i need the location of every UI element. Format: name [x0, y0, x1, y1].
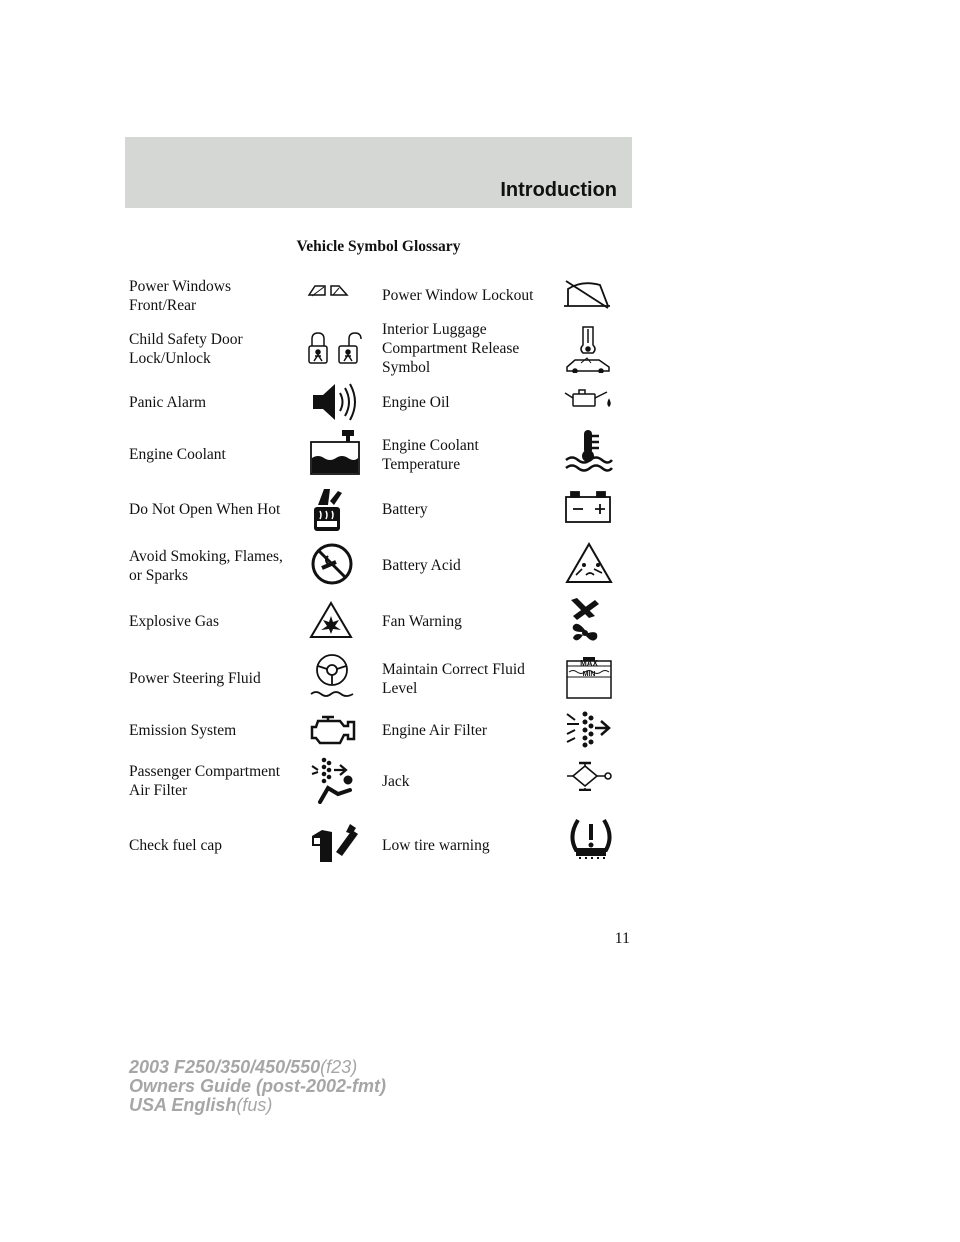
trunk-release-icon [565, 325, 611, 373]
symbol-label: Maintain Correct Fluid Level [382, 661, 525, 697]
symbol-label: Power Window Lockout [382, 287, 534, 304]
engine-icon [308, 713, 356, 747]
battery-acid-icon [564, 541, 614, 585]
symbol-label: Panic Alarm [129, 394, 207, 411]
symbol-label: Engine Coolant Temperature [382, 437, 479, 473]
jack-icon [565, 761, 613, 791]
fluid-level-min-label: MIN [582, 671, 596, 678]
footer-language-code: (fus) [236, 1095, 273, 1115]
oil-can-icon [563, 386, 613, 414]
footer-language-line [129, 1096, 386, 1115]
fan-warning-icon [565, 596, 605, 646]
child-lock-icon [306, 330, 362, 366]
symbol-label: Engine Coolant [129, 446, 226, 463]
symbol-label: Power Windows Front/Rear [129, 278, 231, 314]
air-filter-icon [565, 710, 613, 748]
symbol-label: Do Not Open When Hot [129, 501, 281, 518]
low-tire-icon [566, 816, 616, 860]
symbol-label: Engine Oil [382, 394, 450, 411]
window-lockout-icon [562, 277, 612, 309]
symbol-label: Explosive Gas [129, 613, 219, 630]
cabin-air-filter-icon [310, 756, 356, 806]
footer-language: USA English [129, 1095, 237, 1115]
footer-model-line [129, 1058, 386, 1077]
symbol-label: Child Safety Door Lock/Unlock [129, 331, 243, 367]
symbol-label: Fan Warning [382, 613, 462, 630]
explosive-gas-icon [309, 600, 353, 640]
symbol-label: Interior Luggage Compartment Release Symbol [382, 321, 520, 376]
fluid-level-icon [565, 656, 613, 700]
section-title: Introduction [500, 179, 617, 201]
battery-icon [564, 490, 612, 524]
hot-cap-icon [312, 487, 344, 533]
page-number: 11 [614, 930, 630, 947]
symbol-label: Passenger Compartment Air Filter [129, 763, 281, 799]
power-windows-icon [307, 281, 349, 301]
fuel-cap-icon [310, 822, 360, 864]
footer-model: 2003 F250/350/450/550 [129, 1057, 321, 1077]
footer-guide: Owners Guide (post-2002-fmt) [129, 1076, 387, 1096]
footer-model-code: (f23) [320, 1057, 358, 1077]
coolant-reservoir-icon [309, 428, 361, 476]
symbol-label: Check fuel cap [129, 837, 222, 854]
symbol-label: Battery [382, 501, 428, 518]
header-band [125, 137, 632, 208]
glossary-title: Vehicle Symbol Glossary [296, 238, 461, 255]
symbol-label: Avoid Smoking, Flames, or Sparks [129, 548, 283, 584]
symbol-label: Low tire warning [382, 837, 490, 854]
symbol-label: Jack [382, 773, 410, 790]
symbol-label: Engine Air Filter [382, 722, 488, 739]
symbol-label: Emission System [129, 722, 237, 739]
coolant-temperature-icon [564, 428, 614, 474]
steering-wheel-icon [309, 652, 355, 702]
symbol-label: Power Steering Fluid [129, 670, 261, 687]
symbol-label: Battery Acid [382, 557, 461, 574]
fluid-level-max-label: MAX [580, 659, 598, 668]
speaker-icon [311, 381, 357, 423]
footer [129, 1058, 386, 1115]
no-smoking-icon [310, 542, 354, 586]
